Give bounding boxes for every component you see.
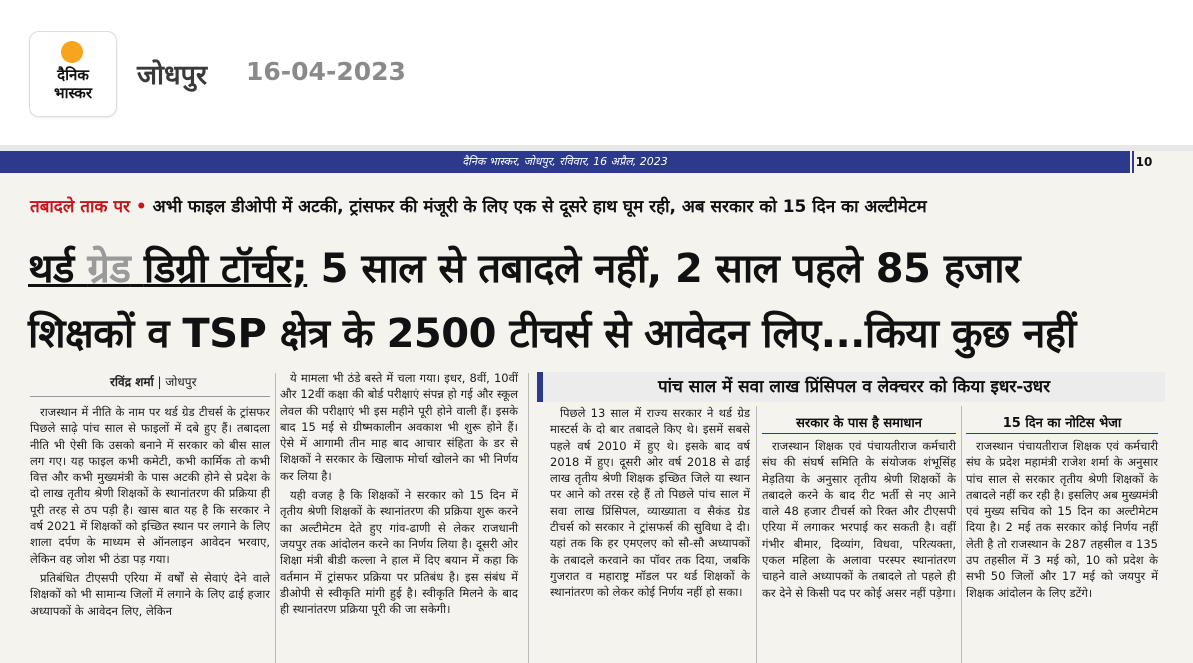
kicker-text: अभी फाइल डीओपी में अटकी, ट्रांसफर की मंजूरी के लिए एक से दूसरे हाथ घूम रही, अब सरकार को 15 दिन का अल्टीमेटम — [152, 197, 927, 217]
headline-part-underlined — [28, 246, 307, 292]
kicker-line — [30, 194, 927, 217]
article-column-4 — [762, 438, 956, 604]
headline-line1 — [28, 244, 1020, 294]
headline-line1-rest: 5 साल से तबादले नहीं, 2 साल पहले 85 हजार — [320, 246, 1020, 292]
headline-word1: थर्ड — [28, 246, 74, 292]
column-divider — [275, 373, 276, 663]
headline-line2: शिक्षकों व TSP क्षेत्र के 2500 टीचर्स से आवेदन लिए...किया कुछ नहीं — [28, 311, 1076, 357]
byline-name: रविंद्र शर्मा — [110, 375, 154, 389]
column-divider — [961, 406, 962, 663]
page-number: 10 — [1132, 151, 1154, 173]
article-column-3 — [550, 405, 750, 604]
logo-text-line2: भास्कर — [54, 84, 92, 102]
column1-paragraph-1: राजस्थान में नीति के नाम पर थर्ड ग्रेड टीचर्स के ट्रांसफर पिछले साढ़े पांच साल से फाइलों में दबे हुए हैं। तबादला नीति भी ऐसी कि उसको बनाने में सरकार को बीस साल लग गए। यह फाइल कभी कमेटी, कभी कार्मिक तो कभी वित्त और कभी मुख्यमंत्री के पास अटकी होने से प्रदेश के दो लाख तृतीय श्रेणी शिक्षकों के स्थानांतरण की प्रक्रिया ही पूरी तरह से ठप पड़ी है। खास बात यह है कि सरकार ने वर्ष 2021 में शिक्षकों को इच्छित स्थान पर लगाने के लिए शाला दर्पण के माध्यम से ऑनलाइन आवेदन भरवाए, लेकिन वह जोश भी ठंडा पड़ गया। — [30, 405, 270, 566]
section-banner: पांच साल में सवा लाख प्रिंसिपल व लेक्चरर को किया इधर-उधर — [537, 372, 1165, 402]
sun-icon — [61, 41, 83, 63]
column4-paragraph-1: राजस्थान शिक्षक एवं पंचायतीराज कर्मचारी संघ की संघर्ष समिति के संयोजक शंभूसिंह मेड़तिया के अनुसार तृतीय श्रेणी शिक्षकों के तबादले करने के बाद रीट भर्ती से नए आने वाले 48 हजार टीचर्स को रिक्त और टीएसपी एरिया में लगाकर भरपाई कर सकती है। वहीं गंभीर बीमार, दिव्यांग, विधवा, परित्यक्ता, एकल महिला के अलावा परस्पर स्थानांतरण चाहने वाले अध्यापकों के तबादले तो पहले ही कर देने से किसी पद पर कोई असर नहीं पड़ेगा। — [762, 439, 956, 600]
article-column-5 — [966, 438, 1158, 604]
headline-word3: डिग्री टॉर्चर; — [143, 246, 308, 292]
source-header — [0, 0, 1193, 145]
edition-date: 16-04-2023 — [246, 57, 406, 86]
column2-paragraph-2: यही वजह है कि शिक्षकों ने सरकार को 15 दिन में तृतीय श्रेणी शिक्षकों के स्थानांतरण की प्रक्रिया शुरू करने का अल्टीमेटम देते हुए गांव-ढाणी से लेकर राजधानी जयपुर तक आंदोलन करने का निर्णय लिया है। दूसरी ओर शिक्षा मंत्री बीडी कल्ला ने हाल में दिए बयान में कहा कि वर्तमान में ट्रांसफर प्रक्रिया पर प्रतिबंध है। इस संबंध में डीओपी से स्वीकृति मांगी हुई है। स्वीकृति मिलने के बाद ही स्थानांतरण प्रक्रिया पूरी की जा सकेगी। — [280, 488, 518, 617]
subhead-notice: 15 दिन का नोटिस भेजा — [1002, 416, 1122, 431]
article-column-1 — [30, 404, 270, 622]
column2-paragraph-1: ये मामला भी ठंडे बस्ते में चला गया। इधर, 8वीं, 10वीं और 12वीं कक्षा की बोर्ड परीक्षाएं संपन्न हो गई और स्कूल लेवल की परीक्षाएं भी इस महीने पूरी होने वाली हैं। इसके बाद 15 मई से ग्रीष्मकालीन अवकाश भी शुरू होने हैं। ऐसे में आगामी तीन माह बाद आचार संहिता के डर से शिक्षकों ने सरकार के खिलाफ मोर्चा खोलने का भी निर्णय कर लिया है। — [280, 371, 518, 483]
masthead-bar — [0, 151, 1130, 173]
article-column-2 — [280, 370, 518, 620]
masthead-text: दैनिक भास्कर, जोधपुर, रविवार, 16 अप्रैल, 2023 — [462, 155, 668, 168]
edition-city: जोधपुर — [137, 60, 208, 91]
kicker-label: तबादले ताक पर • — [30, 197, 147, 217]
column-divider — [756, 406, 757, 663]
dainik-bhaskar-logo[interactable] — [29, 31, 117, 117]
byline-place: | जोधपुर — [157, 375, 197, 389]
subhead-rule — [966, 433, 1158, 434]
newspaper-page — [0, 151, 1193, 663]
byline-rule — [30, 396, 270, 397]
column-divider — [528, 373, 529, 663]
column5-paragraph-1: राजस्थान पंचायतीराज शिक्षक एवं कर्मचारी संघ के प्रदेश महामंत्री राजेश शर्मा के अनुसार पांच साल से सरकार तृतीय श्रेणी शिक्षकों के तबादले नहीं कर रही है। इसलिए अब मुख्यमंत्री एवं मुख्य सचिव को 15 दिन का अल्टीमेटम दिया है। 2 मई तक सरकार कोई निर्णय नहीं लेती है तो राजस्थान के 287 तहसील व 135 उप तहसील में 3 मई को, 10 को प्रदेश के सभी 50 जिलों और 17 मई को जयपुर में शिक्षक आंदोलन के लिए डटेंगे। — [966, 439, 1158, 600]
logo-text-line1: दैनिक — [57, 66, 89, 84]
subhead-solution: सरकार के पास है समाधान — [796, 416, 922, 431]
subhead-rule — [762, 433, 956, 434]
column1-paragraph-2: प्रतिबंधित टीएसपी एरिया में वर्षों से सेवाएं देने वाले शिक्षकों को भी सामान्य जिलों में लगाने के लिए ढाई हजार अध्यापकों के आवेदन लिए, लेकिन — [30, 570, 270, 618]
byline — [110, 373, 197, 390]
headline-word2: ग्रेड — [87, 246, 131, 292]
column3-paragraph-1: पिछले 13 साल में राज्य सरकार ने थर्ड ग्रेड मास्टर्स के दो बार तबादले किए थे। इसमें सबसे पहले वर्ष 2010 में हुए थे। इसके बाद वर्ष 2018 में हुए। दूसरी ओर वर्ष 2018 से ढाई लाख तृतीय श्रेणी शिक्षक इच्छित जिले या स्थान पर आने को तरस रहे हैं तो पिछले पांच साल में सवा लाख प्रिंसिपल, व्याख्याता व सैकंड ग्रेड टीचर्स को सरकार ने ट्रांसफर्स की सुविधा दे दी। यहां तक कि हर एमएलए को सौ-सौ अध्यापकों के तबादले करवाने का पॉवर तक दिया, जबकि गुजरात व महाराष्ट्र मॉडल पर थर्ड शिक्षकों के स्थानांतरण को लेकर कोई निर्णय नहीं हो सका। — [550, 406, 750, 600]
